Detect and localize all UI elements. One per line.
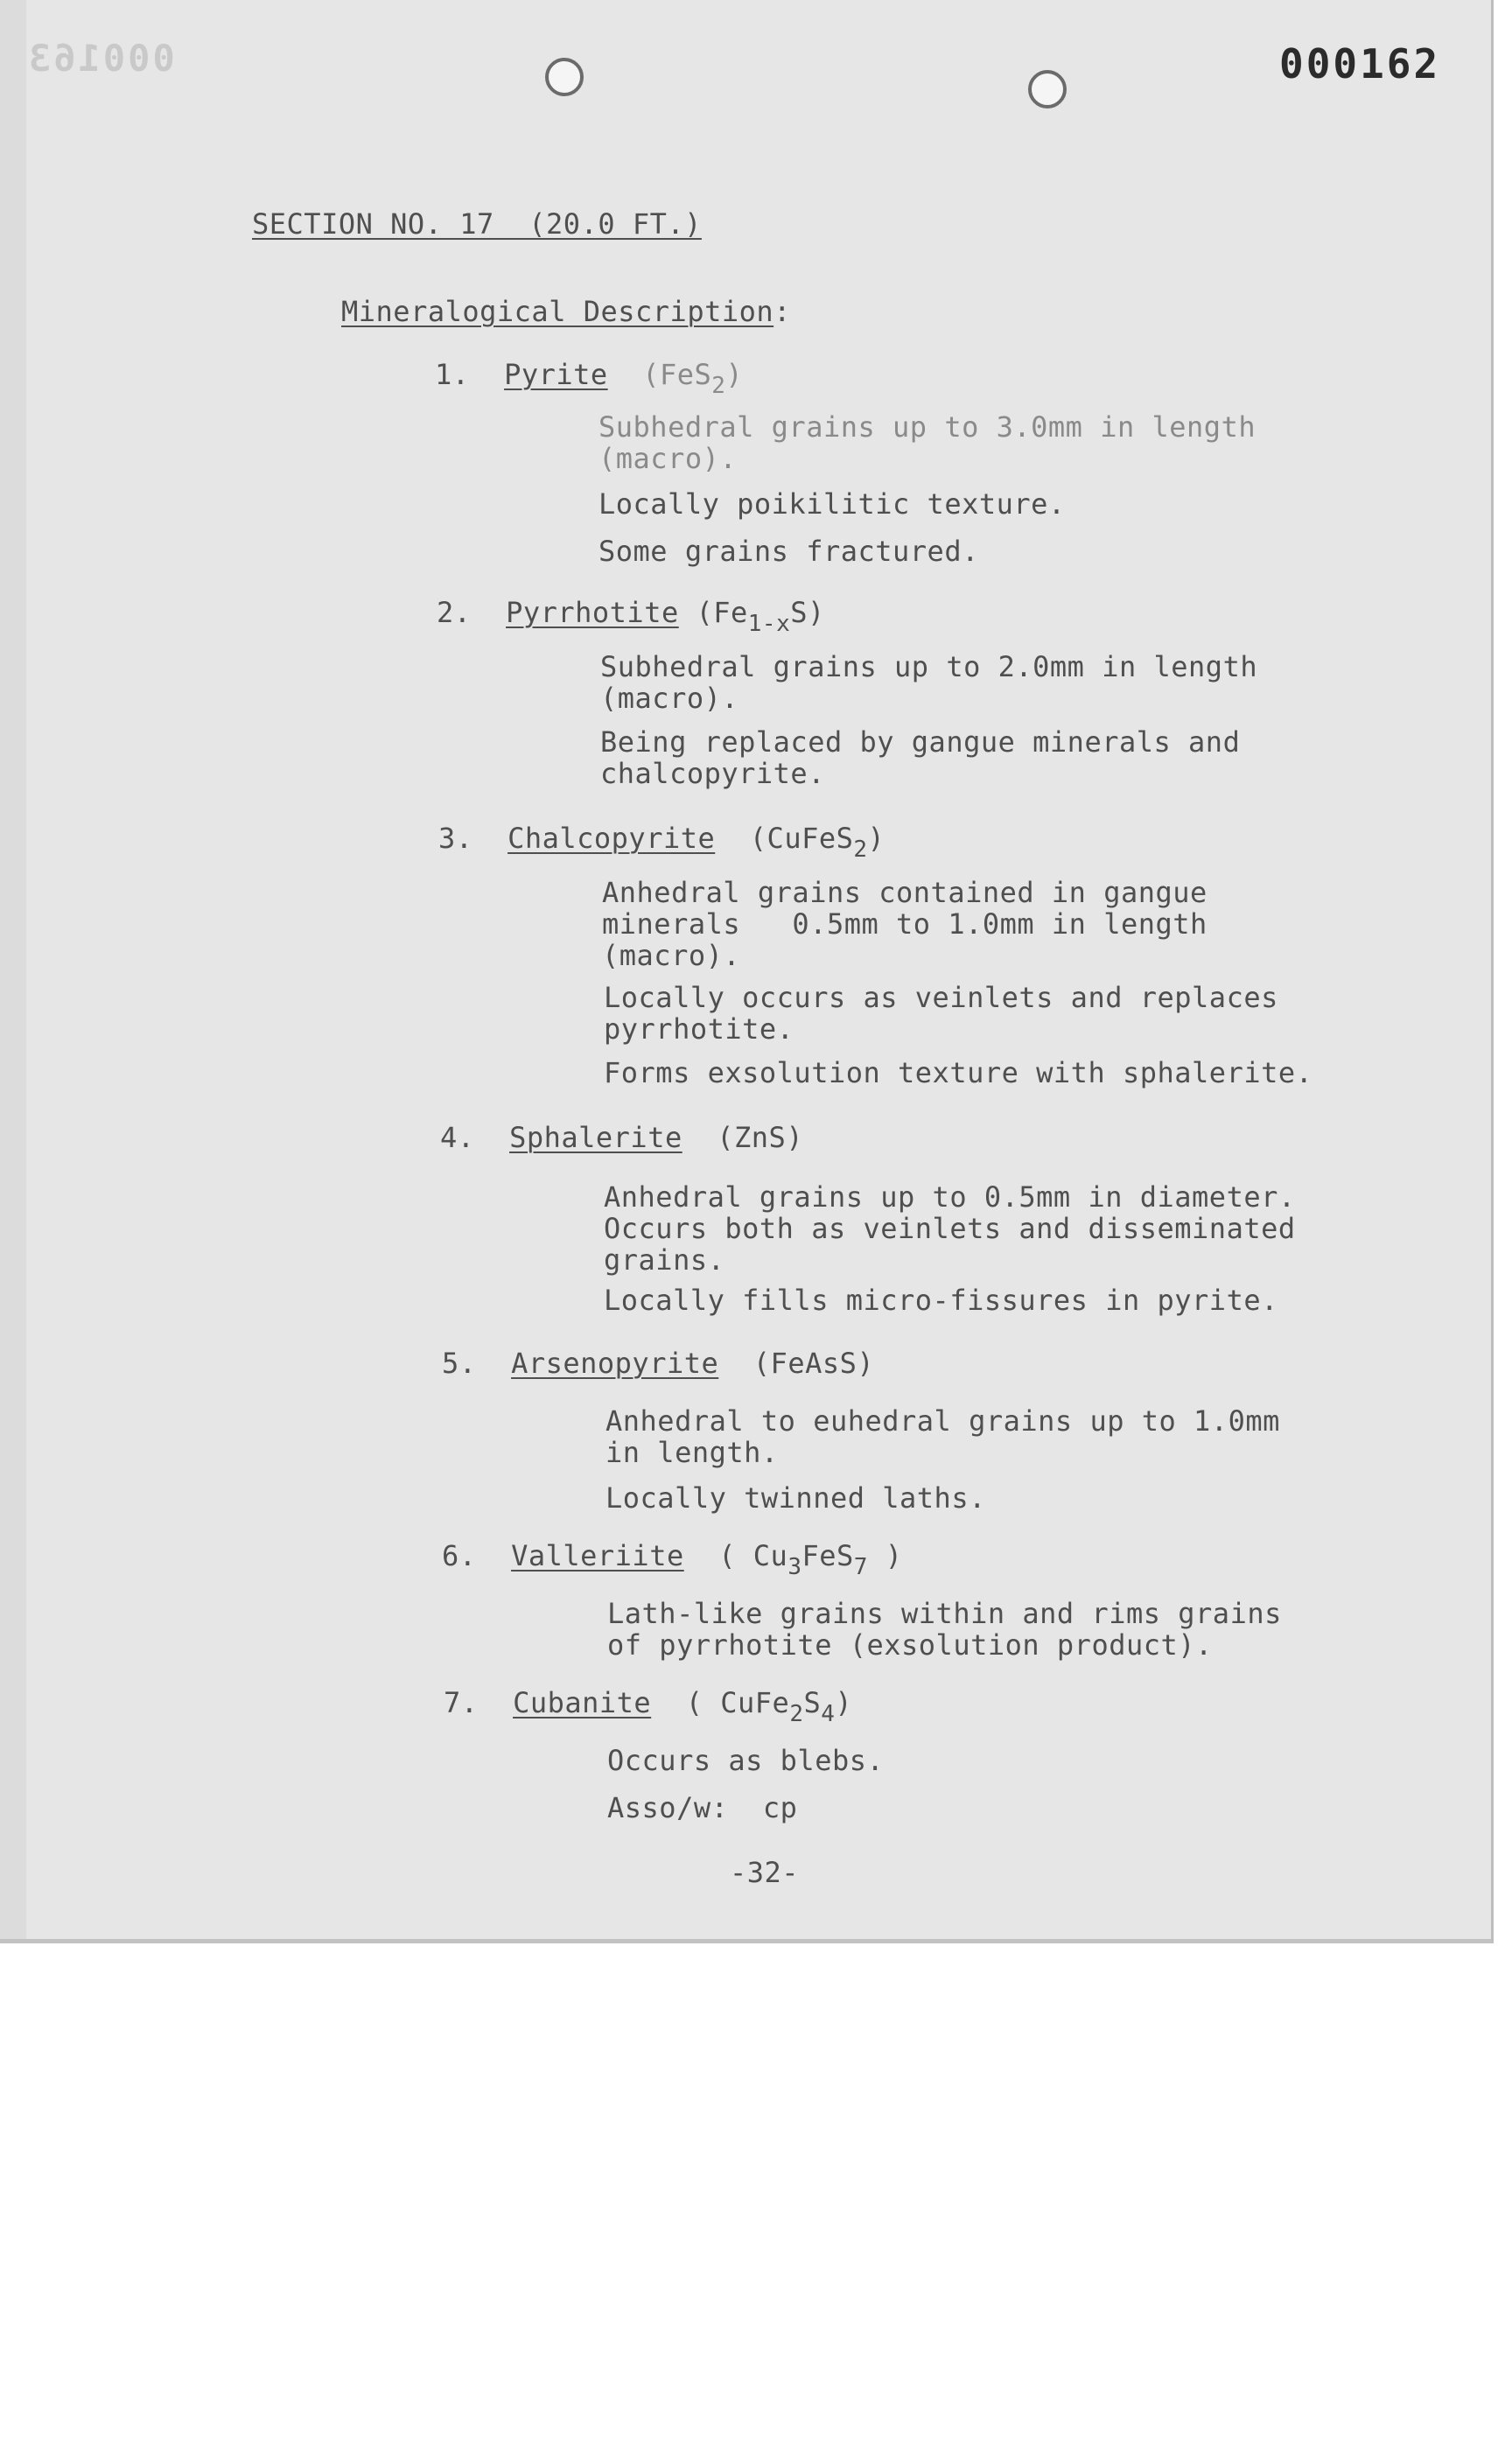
- mineral-formula: (ZnS): [717, 1121, 804, 1154]
- mineral-name: Chalcopyrite: [508, 822, 716, 855]
- mineral-note: Lath-like grains within and rims grains of pyrrhotite (exsolution product).: [607, 1597, 1282, 1662]
- mineral-number: 5.: [442, 1347, 477, 1380]
- mineral-note: Locally occurs as veinlets and replaces pyrrhotite.: [604, 981, 1278, 1046]
- mineral-note: Forms exsolution texture with sphalerite.: [604, 1056, 1313, 1089]
- mineral-formula: ( $CuFe_2S_4$): [685, 1686, 853, 1727]
- mineral-number: 2.: [437, 596, 472, 629]
- mineral-name: Pyrrhotite: [506, 596, 679, 629]
- mineral-name: Arsenopyrite: [511, 1347, 719, 1380]
- mineral-note: Anhedral to euhedral grains up to 1.0mm in length.: [606, 1404, 1280, 1469]
- subheading-row: [341, 296, 791, 327]
- mineral-note: Anhedral grains up to 0.5mm in diameter. Occurs both as veinlets and disseminated grains.: [604, 1180, 1296, 1277]
- bleed-through-stamp: 000163: [26, 37, 175, 80]
- mineral-number: 7.: [444, 1686, 479, 1719]
- mineral-note: Subhedral grains up to 2.0mm in length (macro).: [600, 650, 1258, 715]
- page-number: -32-: [730, 1856, 800, 1889]
- mineral-formula: $(Fe_{1-x}S)$: [696, 596, 825, 637]
- mineral-note: Occurs as blebs.: [607, 1744, 885, 1777]
- mineral-heading: [444, 1686, 853, 1727]
- mineral-name: Sphalerite: [509, 1121, 682, 1154]
- mineral-note: Locally poikilitic texture.: [598, 487, 1066, 521]
- punch-hole-left: [545, 58, 584, 96]
- mineral-heading: [437, 596, 825, 637]
- mineral-formula: (FeS$_2$): [642, 358, 744, 399]
- subheading: Mineralogical Description: [341, 295, 774, 328]
- mineral-note: Being replaced by gangue minerals and chalcopyrite.: [600, 725, 1241, 790]
- mineral-formula: (CuFeS$_2$): [749, 822, 886, 863]
- mineral-heading: [438, 822, 886, 863]
- mineral-note: Asso/w: cp: [607, 1791, 798, 1824]
- mineral-heading: [442, 1348, 874, 1379]
- mineral-number: 4.: [440, 1121, 475, 1154]
- mineral-number: 3.: [438, 822, 473, 855]
- mineral-name: Valleriite: [511, 1539, 684, 1572]
- mineral-note: Locally twinned laths.: [606, 1481, 986, 1515]
- mineral-heading: [442, 1539, 903, 1580]
- page-stamp: 000162: [1279, 40, 1441, 88]
- mineral-note: Subhedral grains up to 3.0mm in length (macro).: [598, 410, 1256, 475]
- mineral-heading: [440, 1122, 803, 1153]
- subheading-colon: :: [774, 295, 791, 328]
- mineral-name: Pyrite: [504, 358, 608, 391]
- mineral-note: Some grains fractured.: [598, 535, 979, 568]
- punch-hole-right: [1028, 70, 1067, 108]
- mineral-formula: ( $Cu_3FeS_7$ ): [718, 1539, 903, 1580]
- mineral-number: 1.: [435, 358, 470, 391]
- mineral-formula: (FeAsS): [752, 1347, 875, 1380]
- mineral-name: Cubanite: [513, 1686, 652, 1719]
- section-heading: SECTION NO. 17 (20.0 FT.): [252, 207, 702, 241]
- mineral-note: Locally fills micro-fissures in pyrite.: [604, 1284, 1278, 1317]
- mineral-heading: [435, 358, 744, 399]
- mineral-number: 6.: [442, 1539, 477, 1572]
- mineral-note: Anhedral grains contained in gangue minerals 0.5mm to 1.0mm in length (macro).: [602, 876, 1208, 972]
- left-margin-shadow: [0, 0, 26, 1939]
